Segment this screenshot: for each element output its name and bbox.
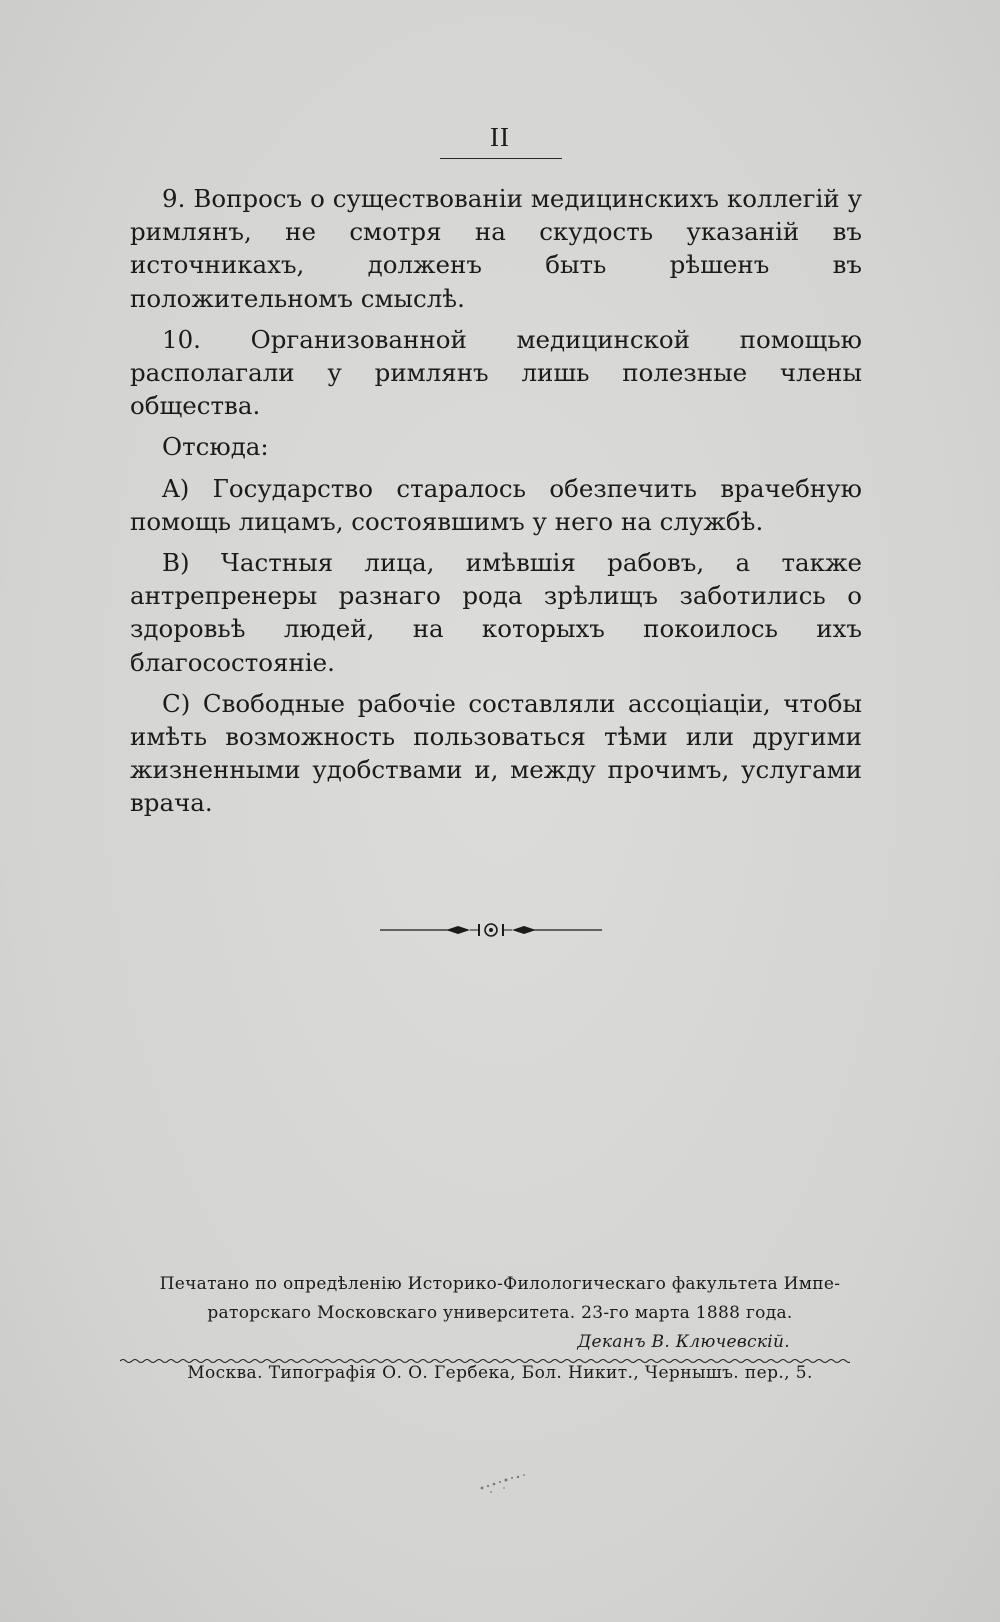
paragraph-hence: Отсюда: <box>162 432 269 462</box>
ink-speck-mark <box>476 1468 546 1498</box>
imprint-line-1: Печатано по опредѣленію Историко-Филологическаго факультета Импе- <box>159 1274 841 1294</box>
paragraph-b: B) Частныя лица, имѣвшія рабовъ, а также антрепренеры разнаго рода зрѣлищъ заботились о здоровьѣ людей, на которыхъ покоилось ихъ благосостояніе. <box>130 548 862 677</box>
dean-signature: Деканъ В. Ключевскій. <box>577 1332 790 1352</box>
paragraph-9: 9. Вопросъ о существованіи медицинскихъ коллегій у римлянъ, не смотря на скудость указаній въ источникахъ, долженъ быть рѣшенъ въ положительномъ смыслѣ. <box>130 184 862 313</box>
page-number: II <box>490 122 510 152</box>
paragraph-c: C) Свободные рабочіе составляли ассоціаціи, чтобы имѣть возможность пользоваться тѣми или другими жизненными удобствами и, между прочимъ, услугами врача. <box>130 688 862 818</box>
paragraph-10: 10. Организованной медицинской помощью располагали у римлянъ лишь полезные члены общества. <box>130 324 862 421</box>
imprint-block <box>110 1270 890 1357</box>
printer-line: Москва. Типографія О. О. Гербека, Бол. Никит., Чернышъ. пер., 5. <box>187 1363 813 1383</box>
header-rule <box>440 158 562 159</box>
fleuron-rule-icon <box>380 918 602 942</box>
wavy-divider <box>120 1351 850 1361</box>
imprint-line-2: раторскаго Московскаго университета. 23-го марта 1888 года. <box>207 1303 793 1323</box>
paragraph-a: A) Государство старалось обезпечить врачебную помощь лицамъ, состоявшимъ у него на службѣ. <box>130 473 862 536</box>
body-text <box>130 182 862 828</box>
